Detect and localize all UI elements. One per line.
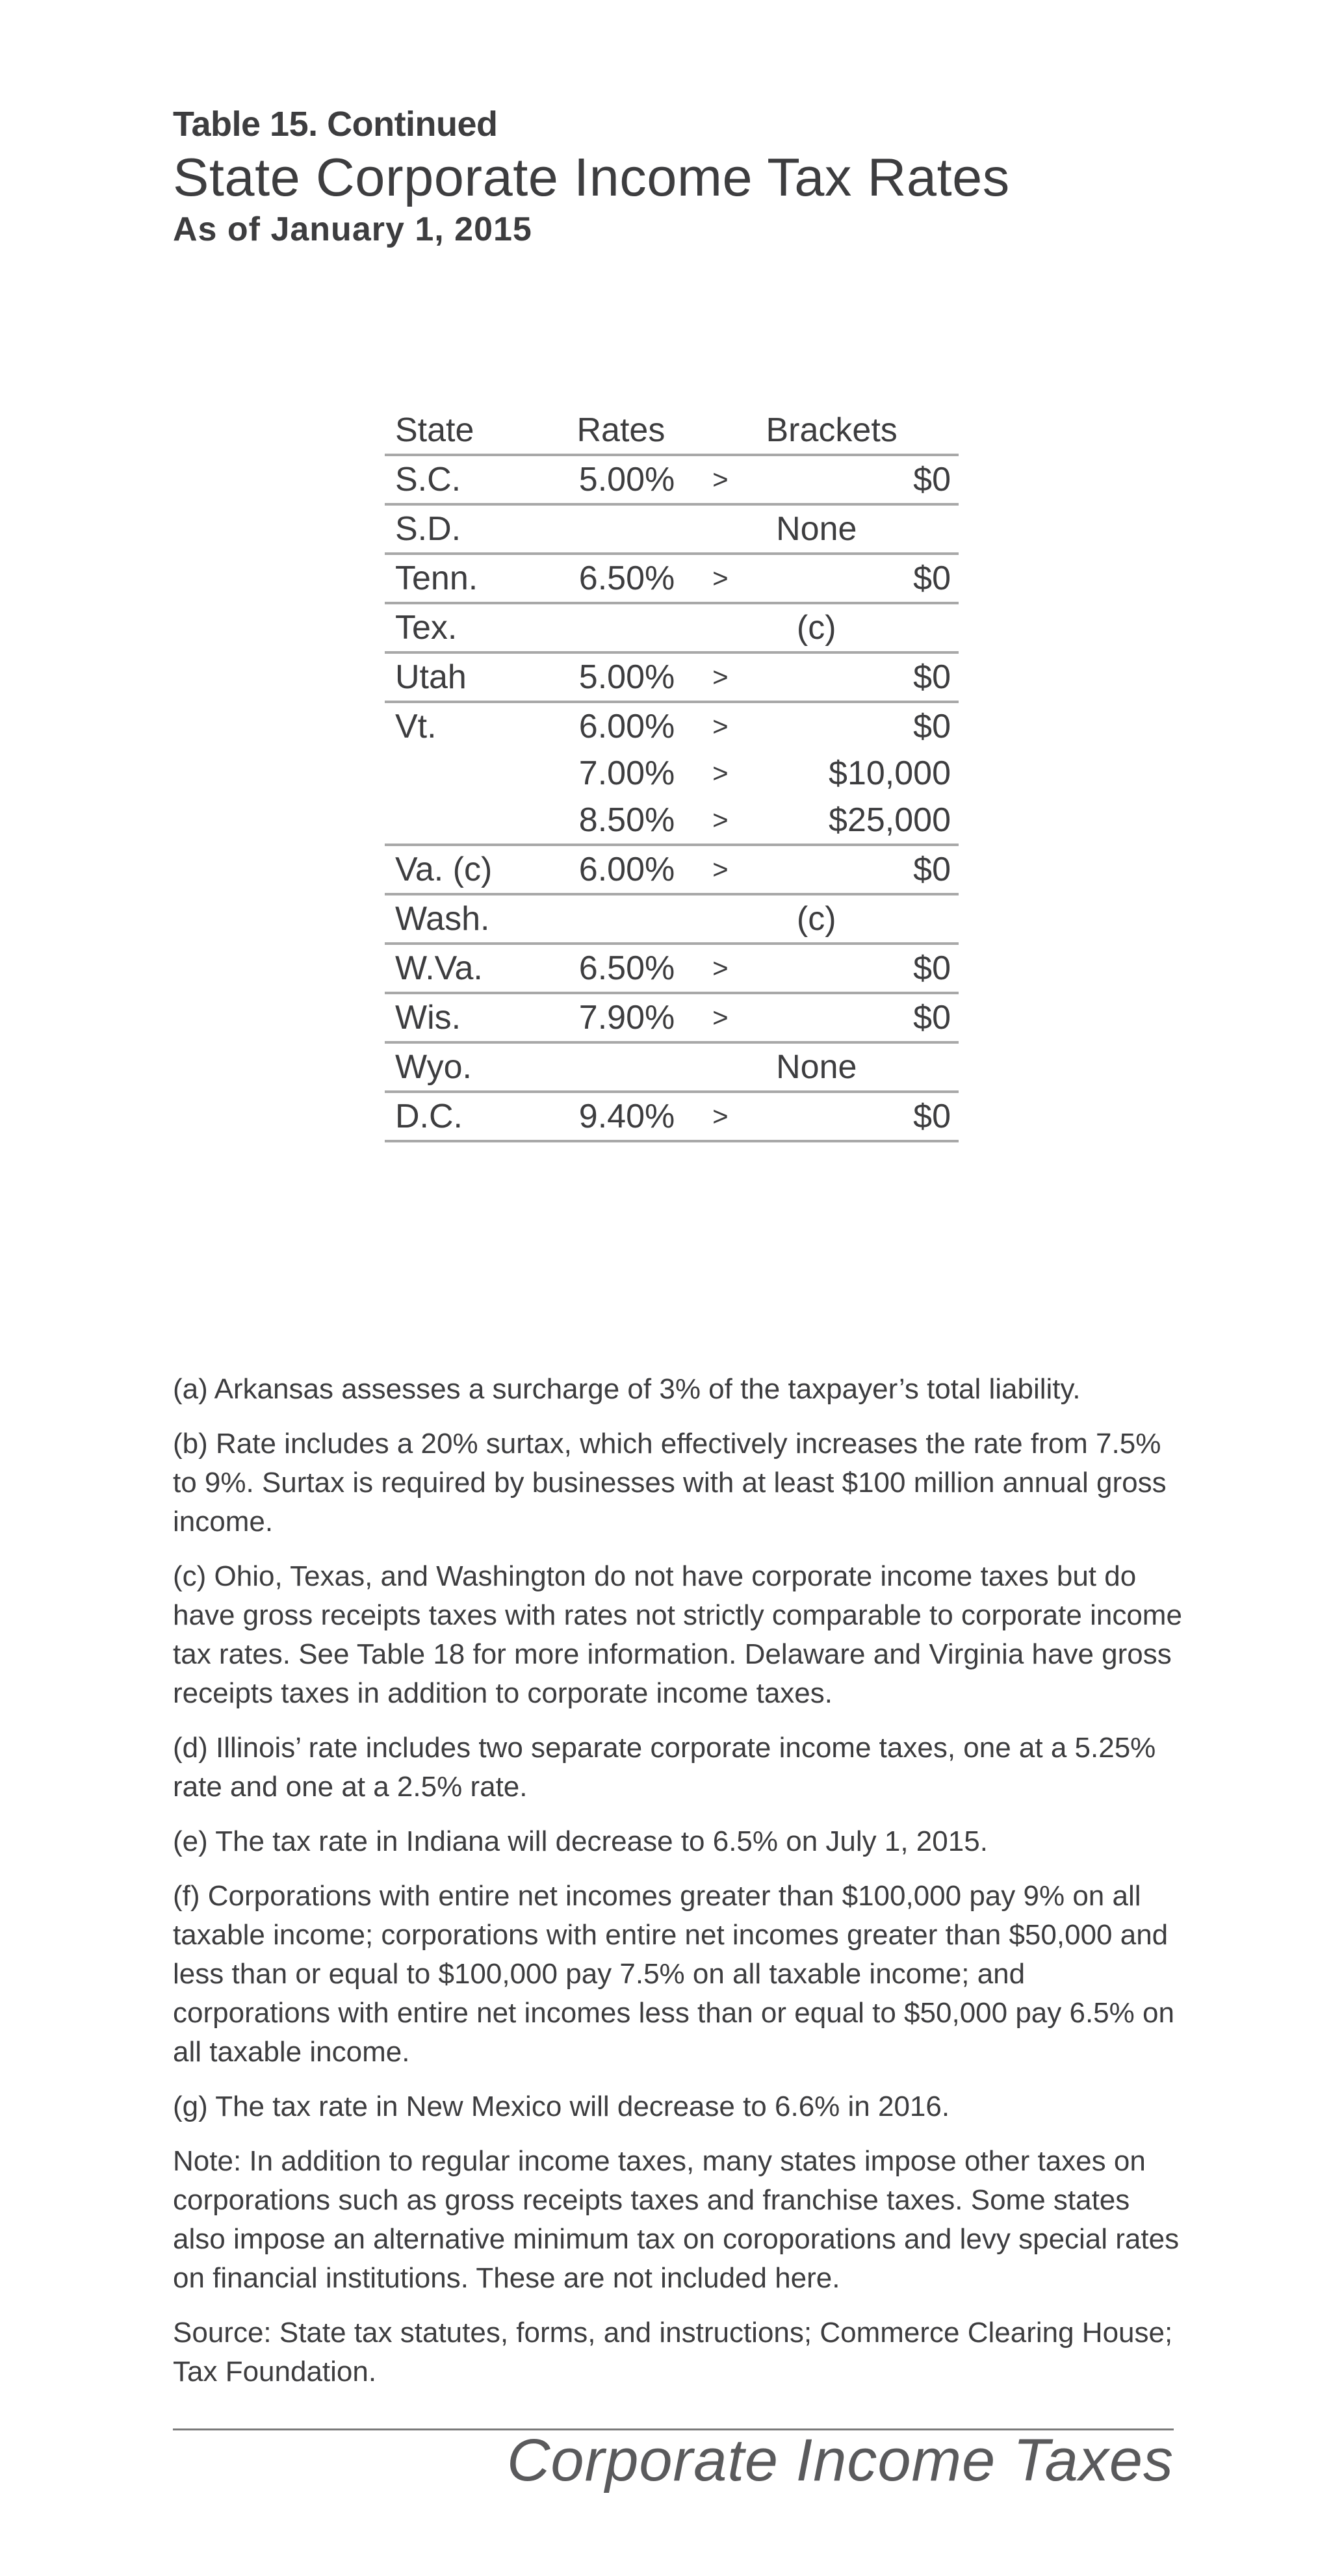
bracket-cell: $10,000 xyxy=(829,754,951,792)
state-cell: S.C. xyxy=(385,455,571,504)
table-row-sc xyxy=(385,455,959,504)
greater-than-symbol: > xyxy=(675,797,766,845)
table-header-row xyxy=(385,407,959,455)
rate-cell: 7.00% xyxy=(578,754,675,792)
table-row-tenn xyxy=(385,554,959,603)
bracket-cell: $0 xyxy=(766,845,959,894)
footnote-a: (a) Arkansas assesses a surcharge of 3% of the taxpayer’s total liability. xyxy=(173,1373,1081,1405)
greater-than-symbol: > xyxy=(675,993,766,1042)
state-cell: Wis. xyxy=(385,993,571,1042)
rate-cell: 6.00% xyxy=(571,845,675,894)
table-row-vt-3 xyxy=(385,797,959,845)
footnote-g: (g) The tax rate in New Mexico will decrease to 6.6% in 2016. xyxy=(173,2091,950,2122)
page-title: State Corporate Income Tax Rates xyxy=(173,147,1010,207)
state-cell: Utah xyxy=(385,652,571,702)
bracket-cell: $0 xyxy=(766,993,959,1042)
table-row-vt-2 xyxy=(385,750,959,797)
rate-cell: 5.00% xyxy=(571,455,675,504)
state-cell: S.D. xyxy=(385,504,571,554)
rate-note-cell: (c) xyxy=(571,603,959,652)
source-paragraph: Source: State tax statutes, forms, and instructions; Commerce Clearing House; Tax Foundation. xyxy=(173,2317,1173,2388)
rate-cell: 5.00% xyxy=(571,652,675,702)
state-cell: Tex. xyxy=(385,603,571,652)
bracket-cell: $0 xyxy=(766,1092,959,1141)
table-row-wash xyxy=(385,894,959,944)
state-cell: Wyo. xyxy=(385,1042,571,1092)
state-cell: Tenn. xyxy=(385,554,571,603)
rate-note-cell: None xyxy=(571,1042,959,1092)
rate-cell: 6.50% xyxy=(571,944,675,993)
greater-than-symbol: > xyxy=(712,711,729,741)
bracket-cell: $0 xyxy=(766,944,959,993)
bracket-cell: $0 xyxy=(913,708,951,745)
rate-cell: 6.50% xyxy=(571,554,675,603)
state-cell: W.Va. xyxy=(385,944,571,993)
footnote-e: (e) The tax rate in Indiana will decrease to 6.5% on July 1, 2015. xyxy=(173,1825,988,1857)
table-row-tex xyxy=(385,603,959,652)
greater-than-symbol: > xyxy=(675,652,766,702)
greater-than-symbol: > xyxy=(675,944,766,993)
state-cell: D.C. xyxy=(385,1092,571,1141)
rate-cell: 7.90% xyxy=(571,993,675,1042)
table-row-wyo xyxy=(385,1042,959,1092)
greater-than-symbol: > xyxy=(675,554,766,603)
footnote-d: (d) Illinois’ rate includes two separate corporate income taxes, one at a 5.25% rate and one at a 2.5% rate. xyxy=(173,1732,1156,1803)
state-cell: Vt. xyxy=(395,708,437,745)
table-row-sd xyxy=(385,504,959,554)
rate-note-cell: None xyxy=(571,504,959,554)
footnotes xyxy=(173,1370,1187,2407)
column-header-state: State xyxy=(385,407,571,455)
greater-than-symbol: > xyxy=(675,845,766,894)
footer-section-title: Corporate Income Taxes xyxy=(506,2427,1174,2493)
bracket-cell: $0 xyxy=(766,554,959,603)
bracket-cell: $0 xyxy=(766,455,959,504)
greater-than-symbol: > xyxy=(675,455,766,504)
table-row-utah xyxy=(385,652,959,702)
table-label: Table 15. Continued xyxy=(173,105,498,144)
state-cell: Wash. xyxy=(385,894,571,944)
greater-than-symbol: > xyxy=(712,758,729,788)
table-row-va xyxy=(385,845,959,894)
bracket-cell: $0 xyxy=(766,652,959,702)
footnote-c: (c) Ohio, Texas, and Washington do not have corporate income taxes but do have gross receipts taxes with rates not strictly comparable to corporate income tax rates. See Table 18 for more information. Delaware and Virginia have gross receipts taxes in addition to corporate income taxes. xyxy=(173,1560,1182,1709)
column-header-brackets: Brackets xyxy=(766,407,959,455)
state-cell xyxy=(385,797,571,845)
state-cell xyxy=(385,750,571,797)
table-row-dc xyxy=(385,1092,959,1141)
bracket-cell: $25,000 xyxy=(766,797,959,845)
rate-cell: 8.50% xyxy=(571,797,675,845)
footnote-f: (f) Corporations with entire net incomes greater than $100,000 pay 9% on all taxable income; corporations with entire net incomes greater than $50,000 and less than or equal to $100,000 pay 7.5% on all taxable income; and corporations with entire net incomes less than or equal to $50,000 pay 6.5% on all taxable income. xyxy=(173,1880,1174,2068)
footnote-b: (b) Rate includes a 20% surtax, which effectively increases the rate from 7.5% to 9%. Surtax is required by businesses with at least $100 million annual gross income. xyxy=(173,1428,1167,1538)
table-row-wis xyxy=(385,993,959,1042)
page-header xyxy=(173,103,1213,250)
tax-rates-table xyxy=(385,407,959,1142)
state-cell: Va. (c) xyxy=(385,845,571,894)
rate-cell: 6.00% xyxy=(578,708,675,745)
column-header-rates: Rates xyxy=(571,407,766,455)
rate-note-cell: (c) xyxy=(571,894,959,944)
table-row-vt xyxy=(385,702,959,750)
rate-cell: 9.40% xyxy=(571,1092,675,1141)
as-of-date: As of January 1, 2015 xyxy=(173,211,532,248)
greater-than-symbol: > xyxy=(675,1092,766,1141)
table-row-wva xyxy=(385,944,959,993)
note-paragraph: Note: In addition to regular income taxes, many states impose other taxes on corporations such as gross receipts taxes and franchise taxes. Some states also impose an alternative minimum tax on coroporations and levy special rates on financial institutions. These are not included here. xyxy=(173,2145,1180,2294)
